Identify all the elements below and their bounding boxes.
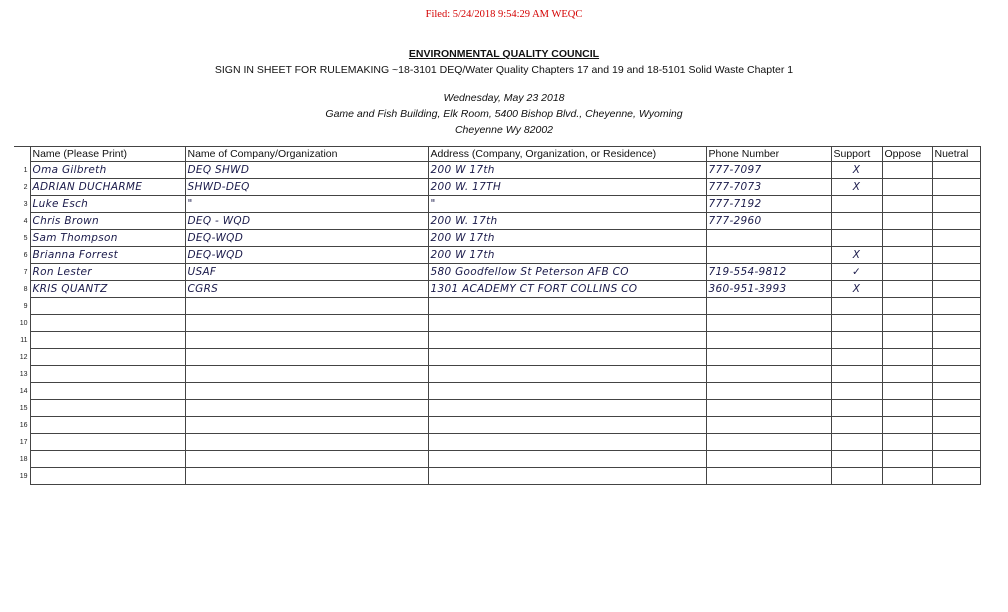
cell-support <box>831 332 882 349</box>
row-number: 9 <box>14 298 30 315</box>
cell-address <box>428 315 706 332</box>
cell-neutral <box>932 247 980 264</box>
cell-name <box>30 434 185 451</box>
cell-oppose <box>882 281 932 298</box>
cell-neutral <box>932 213 980 230</box>
cell-support: X <box>831 162 882 179</box>
row-number: 5 <box>14 230 30 247</box>
cell-neutral <box>932 366 980 383</box>
row-number: 19 <box>14 468 30 485</box>
table-row <box>14 434 980 451</box>
cell-oppose <box>882 417 932 434</box>
cell-phone <box>706 468 831 485</box>
cell-support <box>831 400 882 417</box>
table-row <box>14 281 980 298</box>
cell-oppose <box>882 468 932 485</box>
cell-support: ✓ <box>831 264 882 281</box>
column-header-neutral: Nuetral <box>932 147 980 162</box>
table-row <box>14 315 980 332</box>
row-number: 7 <box>14 264 30 281</box>
cell-name <box>30 315 185 332</box>
cell-name <box>30 349 185 366</box>
cell-name <box>30 400 185 417</box>
cell-support <box>831 196 882 213</box>
cell-company <box>185 332 428 349</box>
table-row <box>14 417 980 434</box>
cell-name: Luke Esch <box>30 196 185 213</box>
cell-name: Sam Thompson <box>30 230 185 247</box>
cell-neutral <box>932 298 980 315</box>
row-number: 8 <box>14 281 30 298</box>
row-number: 13 <box>14 366 30 383</box>
cell-name <box>30 366 185 383</box>
row-number: 16 <box>14 417 30 434</box>
row-number: 4 <box>14 213 30 230</box>
cell-address <box>428 434 706 451</box>
cell-oppose <box>882 179 932 196</box>
cell-phone <box>706 400 831 417</box>
cell-oppose <box>882 298 932 315</box>
cell-neutral <box>932 451 980 468</box>
row-number: 18 <box>14 451 30 468</box>
cell-name <box>30 468 185 485</box>
cell-company <box>185 400 428 417</box>
row-number: 12 <box>14 349 30 366</box>
cell-support: X <box>831 281 882 298</box>
cell-phone <box>706 417 831 434</box>
cell-phone: 777-2960 <box>706 213 831 230</box>
cell-neutral <box>932 230 980 247</box>
cell-company <box>185 315 428 332</box>
cell-company <box>185 383 428 400</box>
cell-phone <box>706 247 831 264</box>
table-row <box>14 162 980 179</box>
cell-support <box>831 213 882 230</box>
cell-company: SHWD-DEQ <box>185 179 428 196</box>
cell-name: Ron Lester <box>30 264 185 281</box>
cell-neutral <box>932 196 980 213</box>
row-number: 10 <box>14 315 30 332</box>
table-row <box>14 400 980 417</box>
cell-support <box>831 298 882 315</box>
cell-phone: 777-7192 <box>706 196 831 213</box>
cell-name: ADRIAN DUCHARME <box>30 179 185 196</box>
cell-oppose <box>882 434 932 451</box>
cell-neutral <box>932 400 980 417</box>
cell-phone <box>706 366 831 383</box>
cell-address <box>428 417 706 434</box>
row-number: 1 <box>14 162 30 179</box>
cell-phone <box>706 434 831 451</box>
cell-company <box>185 366 428 383</box>
cell-neutral <box>932 315 980 332</box>
cell-phone <box>706 451 831 468</box>
column-header-oppose: Oppose <box>882 147 932 162</box>
cell-oppose <box>882 366 932 383</box>
column-header-address: Address (Company, Organization, or Residence) <box>428 147 706 162</box>
cell-company: DEQ-WQD <box>185 247 428 264</box>
column-header-phone: Phone Number <box>706 147 831 162</box>
cell-name: Brianna Forrest <box>30 247 185 264</box>
cell-neutral <box>932 264 980 281</box>
cell-address: 200 W. 17TH <box>428 179 706 196</box>
table-row <box>14 264 980 281</box>
cell-neutral <box>932 383 980 400</box>
table-row <box>14 196 980 213</box>
cell-address <box>428 349 706 366</box>
cell-company: USAF <box>185 264 428 281</box>
table-row <box>14 468 980 485</box>
cell-address: 200 W 17th <box>428 230 706 247</box>
table-header-row <box>14 147 980 162</box>
cell-support <box>831 468 882 485</box>
cell-address: 200 W 17th <box>428 247 706 264</box>
cell-company <box>185 417 428 434</box>
row-number-header <box>14 147 30 162</box>
cell-address: 200 W 17th <box>428 162 706 179</box>
row-number: 3 <box>14 196 30 213</box>
cell-neutral <box>932 162 980 179</box>
table-row <box>14 213 980 230</box>
table-row <box>14 298 980 315</box>
cell-support <box>831 383 882 400</box>
cell-phone <box>706 332 831 349</box>
table-row <box>14 383 980 400</box>
cell-support: X <box>831 179 882 196</box>
cell-support <box>831 434 882 451</box>
cell-address <box>428 400 706 417</box>
table-body <box>14 162 980 485</box>
cell-phone <box>706 315 831 332</box>
sheet-title: SIGN IN SHEET FOR RULEMAKING ~18-3101 DEQ/Water Quality Chapters 17 and 19 and 18-5101 Solid Waste Chapter 1 <box>214 64 794 76</box>
cell-name <box>30 417 185 434</box>
row-number: 2 <box>14 179 30 196</box>
cell-support <box>831 349 882 366</box>
cell-oppose <box>882 230 932 247</box>
cell-name: KRIS QUANTZ <box>30 281 185 298</box>
cell-oppose <box>882 247 932 264</box>
cell-oppose <box>882 383 932 400</box>
filed-stamp: Filed: 5/24/2018 9:54:29 AM WEQC <box>425 9 583 20</box>
cell-support <box>831 451 882 468</box>
cell-address <box>428 298 706 315</box>
cell-name <box>30 298 185 315</box>
cell-company <box>185 451 428 468</box>
meeting-location: Game and Fish Building, Elk Room, 5400 Bishop Blvd., Cheyenne, Wyoming <box>325 108 683 120</box>
cell-name: Oma Gilbreth <box>30 162 185 179</box>
cell-oppose <box>882 349 932 366</box>
cell-oppose <box>882 451 932 468</box>
cell-company: DEQ-WQD <box>185 230 428 247</box>
row-number: 14 <box>14 383 30 400</box>
cell-name <box>30 383 185 400</box>
cell-address: 1301 ACADEMY CT FORT COLLINS CO <box>428 281 706 298</box>
cell-oppose <box>882 264 932 281</box>
cell-support <box>831 366 882 383</box>
table-row <box>14 349 980 366</box>
table-row <box>14 230 980 247</box>
cell-company: " <box>185 196 428 213</box>
cell-address <box>428 468 706 485</box>
cell-address <box>428 366 706 383</box>
cell-oppose <box>882 162 932 179</box>
column-header-name: Name (Please Print) <box>30 147 185 162</box>
cell-phone: 719-554-9812 <box>706 264 831 281</box>
cell-support <box>831 417 882 434</box>
cell-company: DEQ SHWD <box>185 162 428 179</box>
table-row <box>14 451 980 468</box>
meeting-date: Wednesday, May 23 2018 <box>443 92 565 104</box>
meeting-city: Cheyenne Wy 82002 <box>454 124 554 136</box>
cell-neutral <box>932 417 980 434</box>
cell-company: CGRS <box>185 281 428 298</box>
row-number: 17 <box>14 434 30 451</box>
cell-phone: 360-951-3993 <box>706 281 831 298</box>
cell-phone <box>706 383 831 400</box>
sign-in-table <box>14 146 981 485</box>
cell-company <box>185 468 428 485</box>
cell-address: 580 Goodfellow St Peterson AFB CO <box>428 264 706 281</box>
column-header-support: Support <box>831 147 882 162</box>
cell-phone <box>706 349 831 366</box>
table-row <box>14 179 980 196</box>
table-row <box>14 247 980 264</box>
column-header-company: Name of Company/Organization <box>185 147 428 162</box>
cell-oppose <box>882 332 932 349</box>
cell-address <box>428 383 706 400</box>
cell-neutral <box>932 179 980 196</box>
cell-support: X <box>831 247 882 264</box>
cell-neutral <box>932 468 980 485</box>
cell-neutral <box>932 434 980 451</box>
cell-phone: 777-7097 <box>706 162 831 179</box>
cell-company <box>185 434 428 451</box>
table-row <box>14 366 980 383</box>
cell-neutral <box>932 281 980 298</box>
cell-company <box>185 349 428 366</box>
cell-neutral <box>932 332 980 349</box>
cell-address <box>428 332 706 349</box>
cell-company: DEQ - WQD <box>185 213 428 230</box>
cell-support <box>831 230 882 247</box>
cell-support <box>831 315 882 332</box>
cell-phone <box>706 298 831 315</box>
cell-company <box>185 298 428 315</box>
cell-oppose <box>882 213 932 230</box>
cell-address <box>428 451 706 468</box>
cell-address: 200 W. 17th <box>428 213 706 230</box>
table-row <box>14 332 980 349</box>
row-number: 15 <box>14 400 30 417</box>
cell-address: " <box>428 196 706 213</box>
cell-oppose <box>882 400 932 417</box>
row-number: 6 <box>14 247 30 264</box>
cell-name <box>30 451 185 468</box>
cell-name <box>30 332 185 349</box>
cell-phone: 777-7073 <box>706 179 831 196</box>
council-title: ENVIRONMENTAL QUALITY COUNCIL <box>408 48 600 60</box>
cell-phone <box>706 230 831 247</box>
cell-oppose <box>882 315 932 332</box>
cell-neutral <box>932 349 980 366</box>
row-number: 11 <box>14 332 30 349</box>
cell-name: Chris Brown <box>30 213 185 230</box>
cell-oppose <box>882 196 932 213</box>
